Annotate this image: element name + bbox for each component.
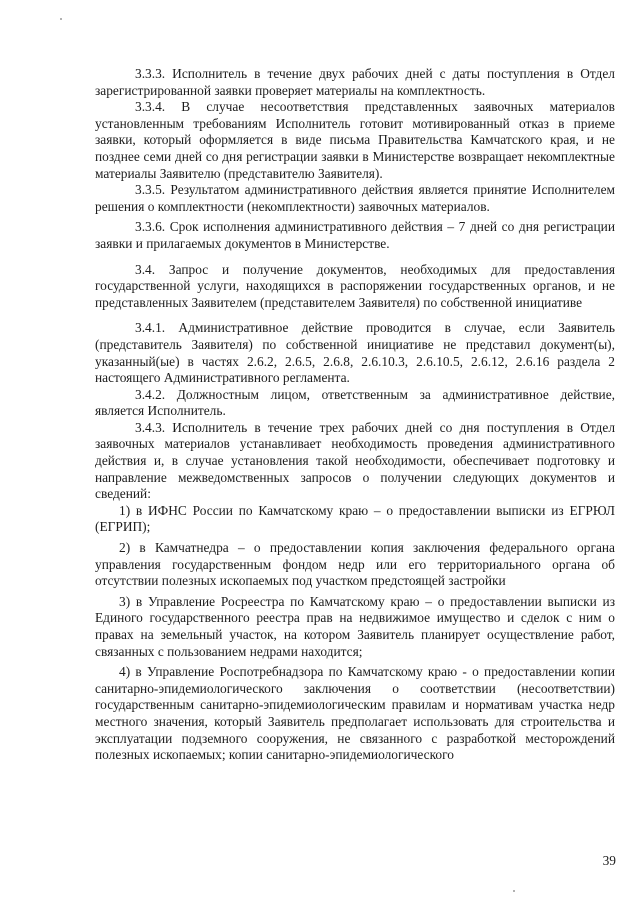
document-body bbox=[95, 66, 615, 764]
page-number: 39 bbox=[602, 853, 616, 868]
paragraph-3-3-6: 3.3.6. Срок исполнения административного действия – 7 дней со дня регистрации заявки и прилагаемых документов в Министерстве. bbox=[95, 219, 615, 251]
section-heading-3-4: 3.4. Запрос и получение документов, необходимых для предоставления государственной услуги, находящихся в распоряжении государственных органов, и не представленных Заявителем (представителем Заявителя) по собственной инициативе bbox=[95, 261, 615, 310]
paragraph-3-3-5: 3.3.5. Результатом административного действия является принятие Исполнителем решения о комплектности (некомплектности) заявочных материалов. bbox=[95, 182, 615, 214]
list-item-3: 3) в Управление Росреестра по Камчатскому краю – о предоставлении выписки из Единого государственного реестра прав на недвижимое имущество и сделок с ним о правах на земельный участок, на котором Заявитель планирует осуществление работ, связанных с пользованием недрами находится; bbox=[95, 593, 615, 659]
scan-speck bbox=[513, 890, 515, 892]
paragraph-3-3-4: 3.3.4. В случае несоответствия представленных заявочных материалов установленным требованиям Исполнитель готовит мотивированный отказ в приеме заявки, который оформляется в виде письма Правительства Камчатского края, и не позднее семи дней со дня регистрации заявки в Министерстве возвращает некомплектные материалы Заявителю (представителю Заявителя). bbox=[95, 99, 615, 181]
paragraph-3-4-2: 3.4.2. Должностным лицом, ответственным за административное действие, является Исполнитель. bbox=[95, 386, 615, 419]
list-item-1: 1) в ИФНС России по Камчатскому краю – о предоставлении выписки из ЕГРЮЛ (ЕГРИП); bbox=[95, 502, 615, 535]
scan-speck bbox=[60, 18, 62, 20]
paragraph-3-4-3: 3.4.3. Исполнитель в течение трех рабочих дней со дня поступления в Отдел заявочных материалов устанавливает необходимость проведения административного действия и, в случае установления такой необходимости, обеспечивает подготовку и направление межведомственных запросов о получении следующих документов и сведений: bbox=[95, 419, 615, 502]
paragraph-3-4-1: 3.4.1. Административное действие проводится в случае, если Заявитель (представитель Заявителя) по собственной инициативе не представил документ(ы), указанный(ые) в частях 2.6.2, 2.6.5, 2.6.8, 2.6.10.3, 2.6.10.5, 2.6.12, 2.6.16 раздела 2 настоящего Административного регламента. bbox=[95, 320, 615, 386]
paragraph-3-3-3: 3.3.3. Исполнитель в течение двух рабочих дней с даты поступления в Отдел зарегистрированной заявки проверяет материалы на комплектность. bbox=[95, 66, 615, 98]
list-item-4: 4) в Управление Роспотребнадзора по Камчатскому краю - о предоставлении копии санитарно-эпидемиологического заключения о соответствии (несоответствии) государственным санитарно-эпидемиологическим правилам и нормативам участка недр местного значения, который Заявитель предполагает использовать для строительства и эксплуатации подземного сооружения, не связанного с разработкой месторождений полезных ископаемых; копии санитарно-эпидемиологического bbox=[95, 664, 615, 763]
list-item-2: 2) в Камчатнедра – о предоставлении копия заключения федерального органа управления государственным фондом недр или его территориального органа об отсутствии полезных ископаемых под участком предстоящей застройки bbox=[95, 540, 615, 589]
